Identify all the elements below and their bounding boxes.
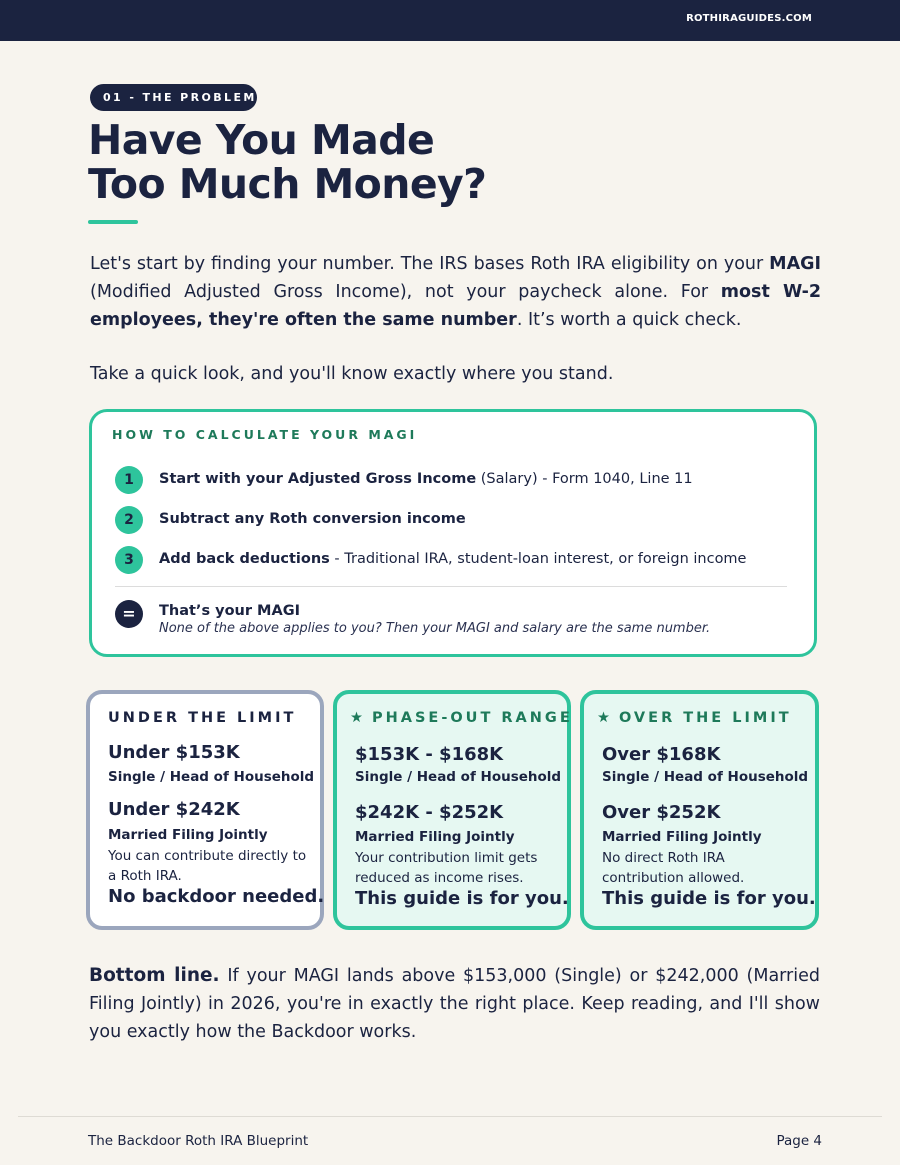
intro-text: (Modified Adjusted Gross Income), not your paycheck alone. For [90,282,721,302]
card-under-the-limit [86,690,324,930]
calc-step-1 [115,466,805,494]
step-number-badge: 2 [115,506,143,534]
calc-divider [115,586,787,587]
card-heading-text: PHASE-OUT RANGE [372,710,573,726]
card-amount-married: $242K - $252K [355,802,504,823]
bottom-line-lead: Bottom line. [89,965,220,986]
step-number-badge: 3 [115,546,143,574]
title-accent-underline [88,220,138,224]
equals-icon: = [115,600,143,628]
result-bold: That’s your MAGI [159,603,300,619]
step-text [159,471,693,487]
calc-heading: HOW TO CALCULATE YOUR MAGI [112,427,418,442]
card-verdict: No backdoor needed. [108,886,325,907]
card-heading-text: OVER THE LIMIT [619,710,792,726]
card-status-single: Single / Head of Household [355,769,562,785]
card-verdict: This guide is for you. [355,888,569,909]
result-text [159,603,300,619]
section-tag: 01 - THE PROBLEM [90,84,257,111]
footer-page-number: Page 4 [776,1133,822,1149]
card-amount-married: Over $252K [602,802,721,823]
page-title-line-1: Have You Made [88,116,435,164]
magi-calculation-box [89,409,817,657]
step-bold: Start with your Adjusted Gross Income [159,471,477,487]
step-rest: - Traditional IRA, student-loan interest, or foreign income [329,551,747,567]
star-icon: ★ [350,710,366,726]
intro-bold-magi: MAGI [769,254,821,274]
card-amount-single: Under $153K [108,742,240,763]
page-title [88,118,808,206]
card-heading: UNDER THE LIMIT [108,710,297,726]
card-heading [350,710,573,726]
intro-paragraph-2: Take a quick look, and you'll know exactly where you stand. [90,364,614,384]
step-rest: (Salary) - Form 1040, Line 11 [476,471,693,487]
card-status-single: Single / Head of Household [602,769,809,785]
site-url[interactable]: ROTHIRAGUIDES.COM [686,13,812,24]
calc-step-3 [115,546,805,574]
card-status-married: Married Filing Jointly [108,827,268,843]
step-number-badge: 1 [115,466,143,494]
card-description: Your contribution limit gets reduced as income rises. [355,850,538,886]
page-title-line-2: Too Much Money? [88,160,487,208]
intro-text: Let's start by finding your number. The IRS bases Roth IRA eligibility on your [90,254,770,274]
footer-doc-title: The Backdoor Roth IRA Blueprint [88,1133,309,1149]
card-amount-single: $153K - $168K [355,744,504,765]
step-text [159,551,746,567]
bottom-line-text: If your MAGI lands above $153,000 (Single) or $242,000 (Married Filing Jointly) in 2026, you're in exactly the right place. Keep reading, and I'll show you exactly how the Backdoor works. [89,966,820,1042]
card-amount-single: Over $168K [602,744,721,765]
footer-divider [18,1116,882,1117]
calc-step-2 [115,506,805,534]
card-description: No direct Roth IRA contribution allowed. [602,850,745,886]
intro-bold-employees: most W-2 employees, they're often the same number [90,282,822,330]
card-phase-out-range [333,690,571,930]
star-icon: ★ [597,710,613,726]
intro-text: . It’s worth a quick check. [516,310,742,330]
card-over-the-limit [580,690,819,930]
step-bold: Subtract any Roth conversion income [159,511,466,527]
card-amount-married: Under $242K [108,799,240,820]
step-text [159,511,466,527]
card-description: You can contribute directly to a Roth IRA. [108,848,307,884]
card-heading [597,710,792,726]
card-status-married: Married Filing Jointly [602,829,762,845]
step-bold: Add back deductions [159,551,330,567]
card-status-single: Single / Head of Household [108,769,315,785]
bottom-line-paragraph [89,962,820,1046]
intro-paragraph [90,250,821,334]
result-note: None of the above applies to you? Then your MAGI and salary are the same number. [159,621,711,636]
top-bar [0,0,900,41]
card-verdict: This guide is for you. [602,888,816,909]
card-status-married: Married Filing Jointly [355,829,515,845]
